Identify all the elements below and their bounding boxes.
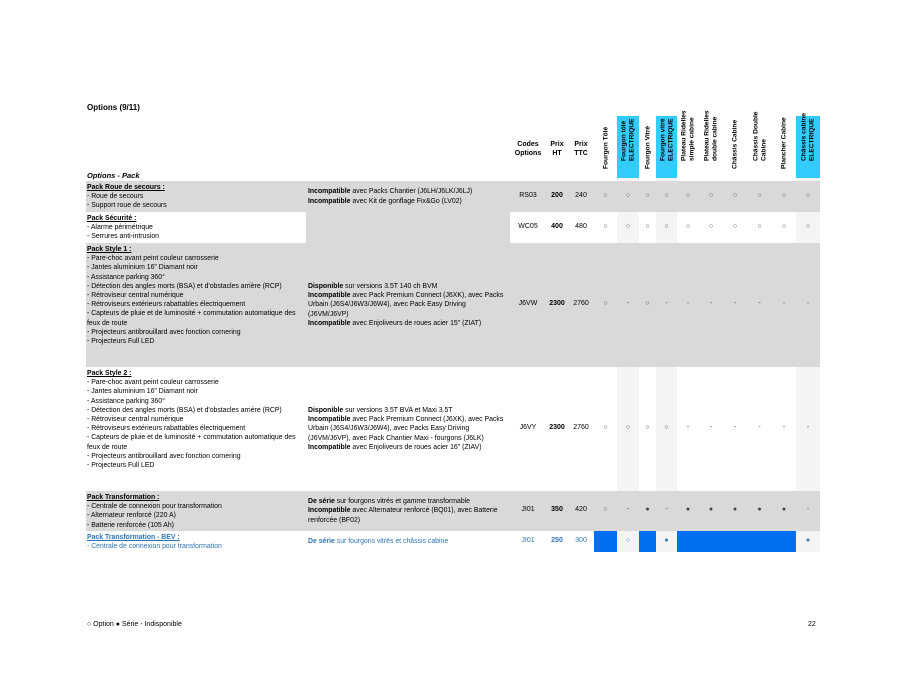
- row-item: - Projecteurs antibrouillard avec fonction cornering: [87, 328, 241, 336]
- header-vehicle-label: [681, 110, 696, 161]
- row-code: JI01: [521, 536, 535, 544]
- header-vehicle-7: [747, 111, 772, 178]
- header-vehicle-1: [617, 116, 639, 178]
- header-prix-ttc: [568, 140, 594, 158]
- row-item: - Serrures anti-intrusion: [87, 233, 159, 241]
- row-item: - Pare-choc avant peint couleur carrosserie: [87, 255, 219, 263]
- row-code: RS03: [519, 191, 537, 199]
- row-item: - Alarme périmétrique: [87, 224, 153, 232]
- availability-symbol: -: [806, 506, 810, 513]
- row-item: - Détection des angles morts (BSA) et d'obstacles arrière (RCP): [87, 282, 282, 290]
- row-title: Pack Style 1 :: [87, 246, 132, 253]
- row-note-keyword: Incompatible: [308, 416, 351, 424]
- availability-symbol: ○: [757, 222, 762, 230]
- availability-symbol: ○: [603, 506, 608, 513]
- row-description: [86, 367, 306, 491]
- header-vehicle-label: [780, 117, 788, 169]
- availability-symbol: ○: [664, 191, 669, 199]
- header-vehicle-label: [731, 119, 739, 168]
- header-vehicle-label: [801, 113, 816, 161]
- row-note: Incompatible avec Enjoliveurs de roues acier 16" (ZIAV): [308, 443, 482, 451]
- availability-symbol: ○: [732, 222, 738, 230]
- row-note-keyword: Incompatible: [308, 507, 351, 515]
- header-vehicle-2: [639, 116, 656, 178]
- row-item: - Rétroviseur central numérique: [87, 292, 184, 300]
- header-vehicle-line1: Fourgon tôlé: [620, 120, 628, 161]
- row-code: JI01: [521, 506, 535, 513]
- header-vehicle-line2: ELECTRIQUE: [808, 118, 815, 161]
- availability-symbol: ●: [781, 506, 787, 513]
- row-item: - Capteurs de pluie et de luminosité + commutation automatique des feux de route: [87, 310, 296, 327]
- row-item: - Projecteurs Full LED: [87, 462, 155, 470]
- availability-symbol: -: [709, 300, 713, 307]
- row-code: J6VY: [519, 424, 537, 431]
- availability-symbol: ○: [603, 424, 608, 431]
- row-description: [86, 181, 306, 212]
- availability-symbol: ○: [645, 424, 650, 431]
- header-vehicle-line1: Fourgon vitré: [659, 118, 666, 161]
- header-vehicle-4: [677, 110, 699, 178]
- availability-symbol: ○: [664, 222, 669, 230]
- row-note-keyword: Incompatible: [308, 188, 351, 196]
- availability-symbol: -: [626, 300, 630, 307]
- row-price-ht: 350: [551, 506, 563, 513]
- header-vehicle-line2: simple cabine: [688, 117, 695, 161]
- availability-symbol: -: [806, 300, 810, 307]
- availability-symbol: -: [782, 424, 786, 431]
- row-price-ht: 400: [551, 222, 563, 230]
- availability-symbol: ○: [685, 222, 691, 230]
- availability-symbol: -: [709, 424, 713, 431]
- row-note: De série sur fourgons vitrés et châssis cabine: [308, 537, 449, 545]
- availability-symbol: -: [733, 300, 737, 307]
- row-note-keyword: Disponible: [308, 282, 344, 290]
- availability-cell: [699, 531, 723, 552]
- availability-symbol: -: [626, 506, 630, 513]
- row-note-keyword: Disponible: [308, 406, 344, 414]
- legend: ○ Option ● Série - Indisponible: [87, 621, 182, 628]
- section-title: Options - Pack: [87, 171, 140, 180]
- row-notes: [306, 212, 510, 243]
- row-title: Pack Style 2 :: [87, 370, 132, 377]
- header-prix-ht-line1: Prix: [550, 141, 564, 148]
- header-vehicle-3: [656, 116, 677, 178]
- row-notes: [306, 181, 510, 212]
- availability-cell: [594, 531, 617, 552]
- header-vehicle-label: [644, 125, 652, 168]
- availability-symbol: ○: [685, 191, 691, 199]
- row-item: - Capteurs de pluie et de luminosité + commutation automatique des feux de route: [87, 434, 296, 451]
- availability-symbol: ○: [603, 191, 608, 199]
- row-notes: [306, 491, 510, 531]
- row-item: - Alternateur renforcé (220 A): [87, 512, 176, 520]
- row-item: - Projecteurs Full LED: [87, 338, 155, 346]
- header-vehicle-line1: Fourgon Vitré: [643, 125, 651, 169]
- page-title: Options (9/11): [87, 103, 140, 112]
- row-item: - Centrale de connexion pour transformation: [87, 543, 222, 551]
- row-code: WC05: [518, 222, 538, 230]
- availability-symbol: -: [782, 300, 786, 307]
- availability-symbol: ●: [805, 536, 811, 544]
- row-note-keyword: Incompatible: [308, 443, 351, 451]
- availability-symbol: ○: [708, 222, 714, 230]
- availability-symbol: ○: [781, 222, 787, 230]
- header-vehicle-line1: Plancher Cabine: [780, 116, 788, 169]
- page-number: 22: [808, 621, 816, 628]
- row-price-ttc: 480: [575, 222, 587, 230]
- availability-symbol: ○: [645, 222, 650, 230]
- row-code: J6VW: [518, 300, 538, 307]
- header-prix-ht: [546, 140, 568, 158]
- availability-symbol: -: [686, 424, 690, 431]
- availability-symbol: -: [806, 424, 810, 431]
- header-vehicle-line1: Châssis Cabine: [731, 119, 739, 169]
- row-title: Pack Roue de secours :: [87, 184, 165, 191]
- availability-symbol: -: [686, 300, 690, 307]
- row-note: Disponible sur versions 3.5T BVA et Maxi 3.5T: [308, 406, 453, 414]
- availability-symbol: -: [733, 424, 737, 431]
- row-item: - Assistance parking 360°: [87, 397, 165, 405]
- row-price-ht: 200: [551, 191, 563, 199]
- row-note: Incompatible avec Pack Premium Connect (J6XK), avec Packs Urbain (J6S4/J6W3/J6W4), avec Pack Easy Driving (J6VM/J6VP): [308, 292, 504, 318]
- header-prix-ttc-line2: TTC: [574, 150, 588, 157]
- row-item: - Roue de secours: [87, 193, 144, 201]
- row-note-keyword: De série: [308, 498, 335, 506]
- header-vehicle-line1: Châssis Double: [752, 111, 759, 161]
- header-vehicle-0: [594, 116, 617, 178]
- row-item: - Projecteurs antibrouillard avec fonction cornering: [87, 452, 241, 460]
- availability-symbol: ●: [708, 506, 714, 513]
- availability-symbol: ●: [685, 506, 691, 513]
- availability-symbol: ○: [645, 300, 650, 307]
- row-note: Disponible sur versions 3.5T 140 ch BVM: [308, 282, 438, 290]
- row-item: - Rétroviseurs extérieurs rabattables électriquement: [87, 425, 246, 433]
- availability-cell: [747, 531, 772, 552]
- availability-cell: [772, 531, 796, 552]
- row-title: Pack Transformation - BEV :: [87, 534, 180, 541]
- header-vehicle-label: [704, 110, 719, 161]
- row-description: [86, 491, 306, 531]
- row-note-keyword: Incompatible: [308, 319, 351, 327]
- availability-symbol: -: [665, 506, 668, 513]
- row-item: - Détection des angles morts (BSA) et d'obstacles arrière (RCP): [87, 406, 282, 414]
- header-codes-line1: Codes: [517, 141, 539, 148]
- row-description: [86, 243, 306, 367]
- row-title: Pack Sécurité :: [87, 215, 137, 222]
- availability-symbol: ○: [603, 300, 608, 307]
- row-note: Incompatible avec Packs Chantier (J6LH/J6LK/J6LJ): [308, 188, 473, 196]
- availability-symbol: ○: [757, 191, 762, 199]
- header-vehicle-line2: ELECTRIQUE: [666, 118, 674, 161]
- availability-symbol: ○: [781, 191, 787, 199]
- row-description: [86, 212, 306, 243]
- availability-symbol: ●: [732, 506, 738, 513]
- row-price-ttc: 240: [575, 191, 587, 199]
- row-note-keyword: De série: [308, 537, 335, 545]
- availability-symbol: ○: [625, 424, 631, 431]
- availability-symbol: ○: [625, 222, 631, 230]
- row-title: Pack Transformation :: [87, 494, 160, 501]
- row-description: [86, 531, 306, 552]
- row-price-ttc: 420: [575, 506, 587, 513]
- header-vehicle-label: [621, 119, 636, 162]
- row-note: Incompatible avec Alternateur renforcé (BQ01), avec Batterie renforcée (BF02): [308, 507, 498, 524]
- row-item: - Jantes aluminium 16" Diamant noir: [87, 264, 198, 272]
- row-notes: [306, 531, 510, 552]
- row-note-keyword: Incompatible: [308, 292, 351, 300]
- row-item: - Rétroviseur central numérique: [87, 416, 184, 424]
- header-vehicle-line1: Plateau Ridelles: [680, 110, 688, 161]
- row-item: - Rétroviseurs extérieurs rabattables électriquement: [87, 301, 246, 309]
- header-vehicle-line2: double cabine: [711, 116, 718, 161]
- header-vehicle-label: [659, 119, 674, 162]
- header-vehicle-label: [752, 112, 767, 161]
- availability-symbol: ○: [645, 191, 650, 199]
- header-vehicle-line2: Cabine: [759, 139, 767, 161]
- availability-symbol: ○: [603, 222, 608, 230]
- row-note-keyword: Incompatible: [308, 197, 351, 205]
- availability-symbol: ●: [645, 506, 650, 513]
- row-item: - Pare-choc avant peint couleur carrosserie: [87, 379, 219, 387]
- availability-cell: [677, 531, 699, 552]
- availability-symbol: ○: [708, 191, 714, 199]
- header-vehicle-label: [602, 126, 610, 168]
- row-notes: [306, 367, 510, 491]
- row-price-ht: 250: [551, 536, 563, 544]
- header-vehicle-line1: Fourgon Tôlé: [601, 126, 609, 169]
- row-note: De série sur fourgons vitrés et gamme transformable: [308, 498, 471, 506]
- row-price-ht: 2300: [549, 424, 565, 431]
- availability-cell: [639, 531, 656, 552]
- availability-symbol: -: [758, 424, 761, 431]
- availability-symbol: ○: [625, 536, 631, 544]
- row-item: - Jantes aluminium 16" Diamant noir: [87, 388, 198, 396]
- row-item: - Support roue de secours: [87, 202, 167, 210]
- header-prix-ht-line2: HT: [552, 150, 562, 157]
- row-price-ttc: 2760: [573, 424, 589, 431]
- header-codes: [510, 140, 546, 158]
- row-price-ttc: 300: [575, 536, 587, 544]
- header-vehicle-9: [796, 112, 820, 178]
- availability-cell: [723, 531, 747, 552]
- row-item: - Batterie renforcée (105 Ah): [87, 521, 174, 529]
- availability-symbol: -: [665, 300, 668, 307]
- header-prix-ttc-line1: Prix: [574, 141, 588, 148]
- row-price-ht: 2300: [549, 300, 565, 307]
- header-vehicle-line2: ELECTRIQUE: [628, 118, 635, 161]
- availability-symbol: -: [758, 300, 761, 307]
- availability-symbol: ○: [732, 191, 738, 199]
- row-note: Incompatible avec Kit de gonflage Fix&Go (LV02): [308, 197, 462, 205]
- header-vehicle-8: [772, 116, 796, 178]
- header-vehicle-line1: Châssis cabine: [800, 112, 808, 161]
- header-codes-line2: Options: [514, 150, 542, 157]
- header-vehicle-6: [723, 116, 747, 178]
- availability-symbol: ○: [664, 424, 669, 431]
- availability-symbol: ○: [805, 222, 811, 230]
- header-vehicle-line1: Plateau Ridelles: [703, 110, 711, 161]
- row-notes: [306, 243, 510, 367]
- row-note: Incompatible avec Pack Premium Connect (J6XK), avec Packs Urbain (J6S4/J6W3/J6W4), avec Packs Easy Driving (J6VM/J6VP), avec Pack Chantier Maxi - fourgons (J6LK): [308, 416, 504, 442]
- header-vehicle-5: [699, 110, 723, 178]
- availability-symbol: ○: [805, 191, 811, 199]
- availability-symbol: ●: [757, 506, 762, 513]
- row-price-ttc: 2760: [573, 300, 589, 307]
- row-item: - Assistance parking 360°: [87, 273, 165, 281]
- row-item: - Centrale de connexion pour transformation: [87, 503, 222, 511]
- row-note: Incompatible avec Enjoliveurs de roues acier 15" (ZIAT): [308, 319, 482, 327]
- availability-symbol: ●: [664, 536, 669, 544]
- availability-symbol: ○: [625, 191, 631, 199]
